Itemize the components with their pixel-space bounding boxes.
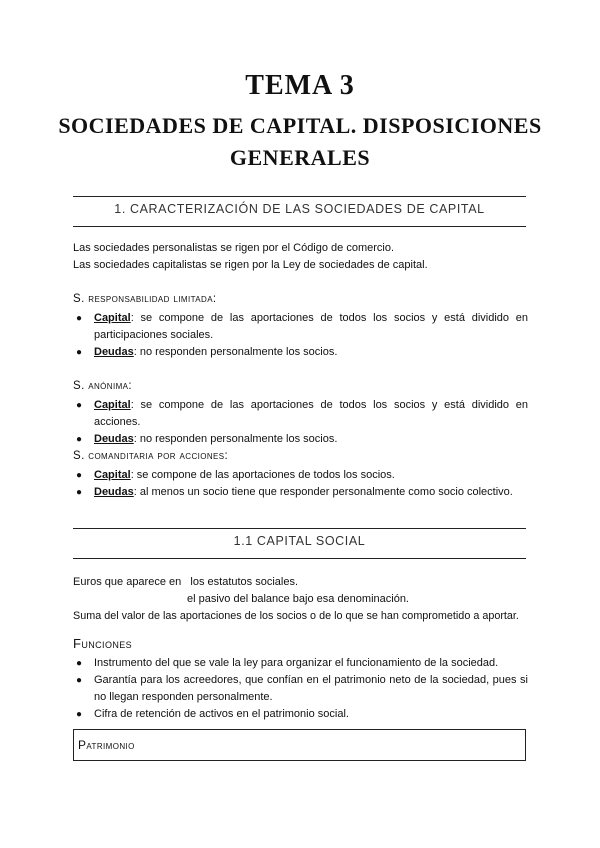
type-label-srl: S. responsabilidad limitada: xyxy=(73,293,217,305)
type-list-srl xyxy=(73,310,528,361)
term-deudas: Deudas xyxy=(94,433,134,445)
capital-social-line-2: el pasivo del balance bajo esa denominación. xyxy=(187,593,409,605)
item-text: : no responden personalmente los socios. xyxy=(133,433,338,445)
section-1-intro xyxy=(73,240,528,274)
term-capital: Capital xyxy=(94,469,131,481)
section-1-top-rule xyxy=(73,196,526,197)
page-subtitle xyxy=(0,110,600,174)
term-capital: Capital xyxy=(94,312,131,324)
patrimonio-box xyxy=(73,729,526,761)
capital-social-line-3: Suma del valor de las aportaciones de los socios o de lo que se han comprometido a aportar. xyxy=(73,610,519,622)
section-2-top-rule xyxy=(73,528,526,529)
item-text: Garantía para los acreedores, que confían en el patrimonio neto de la sociedad, pues si no llegan responden personalmente. xyxy=(94,674,528,703)
section-2-bottom-rule xyxy=(73,558,526,559)
type-label-sca: S. comanditaria por acciones: xyxy=(73,450,229,462)
list-item xyxy=(73,431,528,448)
type-list-sa xyxy=(73,397,528,448)
item-text: : se compone de las aportaciones de todos los socios. xyxy=(130,469,395,481)
bullet-icon: ● xyxy=(76,675,83,686)
item-text: : al menos un socio tiene que responder personalmente como socio colectivo. xyxy=(133,486,513,498)
item-text: Cifra de retención de activos en el patrimonio social. xyxy=(94,708,349,720)
section-1-bottom-rule xyxy=(73,226,526,227)
list-item xyxy=(73,484,528,501)
bullet-icon: ● xyxy=(76,658,83,669)
section-2-heading: 1.1 CAPITAL SOCIAL xyxy=(233,534,366,548)
bullet-icon: ● xyxy=(76,434,83,445)
subtitle-line-2: GENERALES xyxy=(229,145,371,170)
list-item xyxy=(73,310,528,344)
capital-social-line-1: Euros que aparece en los estatutos sociales. xyxy=(73,576,299,588)
intro-line: Las sociedades capitalistas se rigen por la Ley de sociedades de capital. xyxy=(73,259,428,271)
type-list-sca xyxy=(73,467,528,501)
bullet-icon: ● xyxy=(76,709,83,720)
term-capital: Capital xyxy=(94,399,131,411)
type-label-sa: S. anónima: xyxy=(73,380,132,392)
bullet-icon: ● xyxy=(76,347,83,358)
list-item xyxy=(73,672,528,706)
page-title: TEMA 3 xyxy=(245,70,355,101)
funciones-label: Funciones xyxy=(73,636,133,651)
patrimonio-label: Patrimonio xyxy=(78,738,135,752)
subtitle-line-1: SOCIEDADES DE CAPITAL. DISPOSICIONES xyxy=(58,113,542,138)
list-item xyxy=(73,655,528,672)
bullet-icon: ● xyxy=(76,313,83,324)
item-text: : se compone de las aportaciones de todos los socios y está dividido en participaciones sociales. xyxy=(94,312,528,341)
list-item xyxy=(73,706,528,723)
list-item xyxy=(73,397,528,431)
funciones-list xyxy=(73,655,528,723)
item-text: : no responden personalmente los socios. xyxy=(133,346,338,358)
list-item xyxy=(73,467,528,484)
list-item xyxy=(73,344,528,361)
item-text: : se compone de las aportaciones de todos los socios y está dividido en acciones. xyxy=(94,399,528,428)
intro-line: Las sociedades personalistas se rigen por el Código de comercio. xyxy=(73,242,395,254)
bullet-icon: ● xyxy=(76,487,83,498)
term-deudas: Deudas xyxy=(94,346,134,358)
item-text: Instrumento del que se vale la ley para organizar el funcionamiento de la sociedad. xyxy=(94,657,499,669)
bullet-icon: ● xyxy=(76,470,83,481)
term-deudas: Deudas xyxy=(94,486,134,498)
section-1-heading: 1. CARACTERIZACIÓN DE LAS SOCIEDADES DE CAPITAL xyxy=(114,202,485,216)
bullet-icon: ● xyxy=(76,400,83,411)
